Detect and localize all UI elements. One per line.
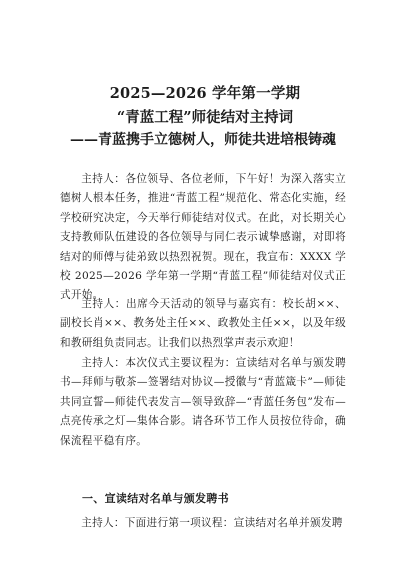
section-heading-1: 一、宣读结对名单与颁发聘书: [82, 492, 229, 505]
document-title-line-2: “青蓝工程”师徒结对主持词: [116, 109, 294, 126]
document-subtitle: ——青蓝携手立德树人，师徒共进培根铸魂: [70, 132, 336, 148]
document-title-line-1: 2025—2026 学年第一学期: [109, 85, 301, 102]
paragraph-agenda: 主持人：本次仪式主要议程为：宣读结对名单与颁发聘书—拜师与敬茶—签署结对协议—授徽与“青蓝箴卡”—师徒共同宣誓—师徒代表发言—领导致辞—“青蓝任务包”发布—点亮传承之灯—集体合影。请各环节工作人员按位待命，确保流程平稳有序。: [60, 357, 346, 447]
paragraph-guests: 主持人：出席今天活动的领导与嘉宾有：校长胡××、副校长肖××、教务处主任××、政教处主任××，以及年级和教研组负责同志。让我们以热烈掌声表示欢迎！: [60, 298, 346, 349]
paragraph-opening: 主持人：各位领导、各位老师，下午好！为深入落实立德树人根本任务，推进“青蓝工程”规范化、常态化实施，经学校研究决定，今天举行师徒结对仪式。在此，对长期关心支持教师队伍建设的各位领导与同仁表示诚挚感谢，对即将结对的师傅与徒弟致以热烈祝贺。现在，我宣布：XXXX 学校 2025—2026 学年第一学期“青蓝工程”师徒结对仪式正式开始。: [60, 173, 346, 302]
paragraph-section-1: 主持人：下面进行第一项议程：宣读结对名单并颁发聘: [81, 517, 343, 529]
